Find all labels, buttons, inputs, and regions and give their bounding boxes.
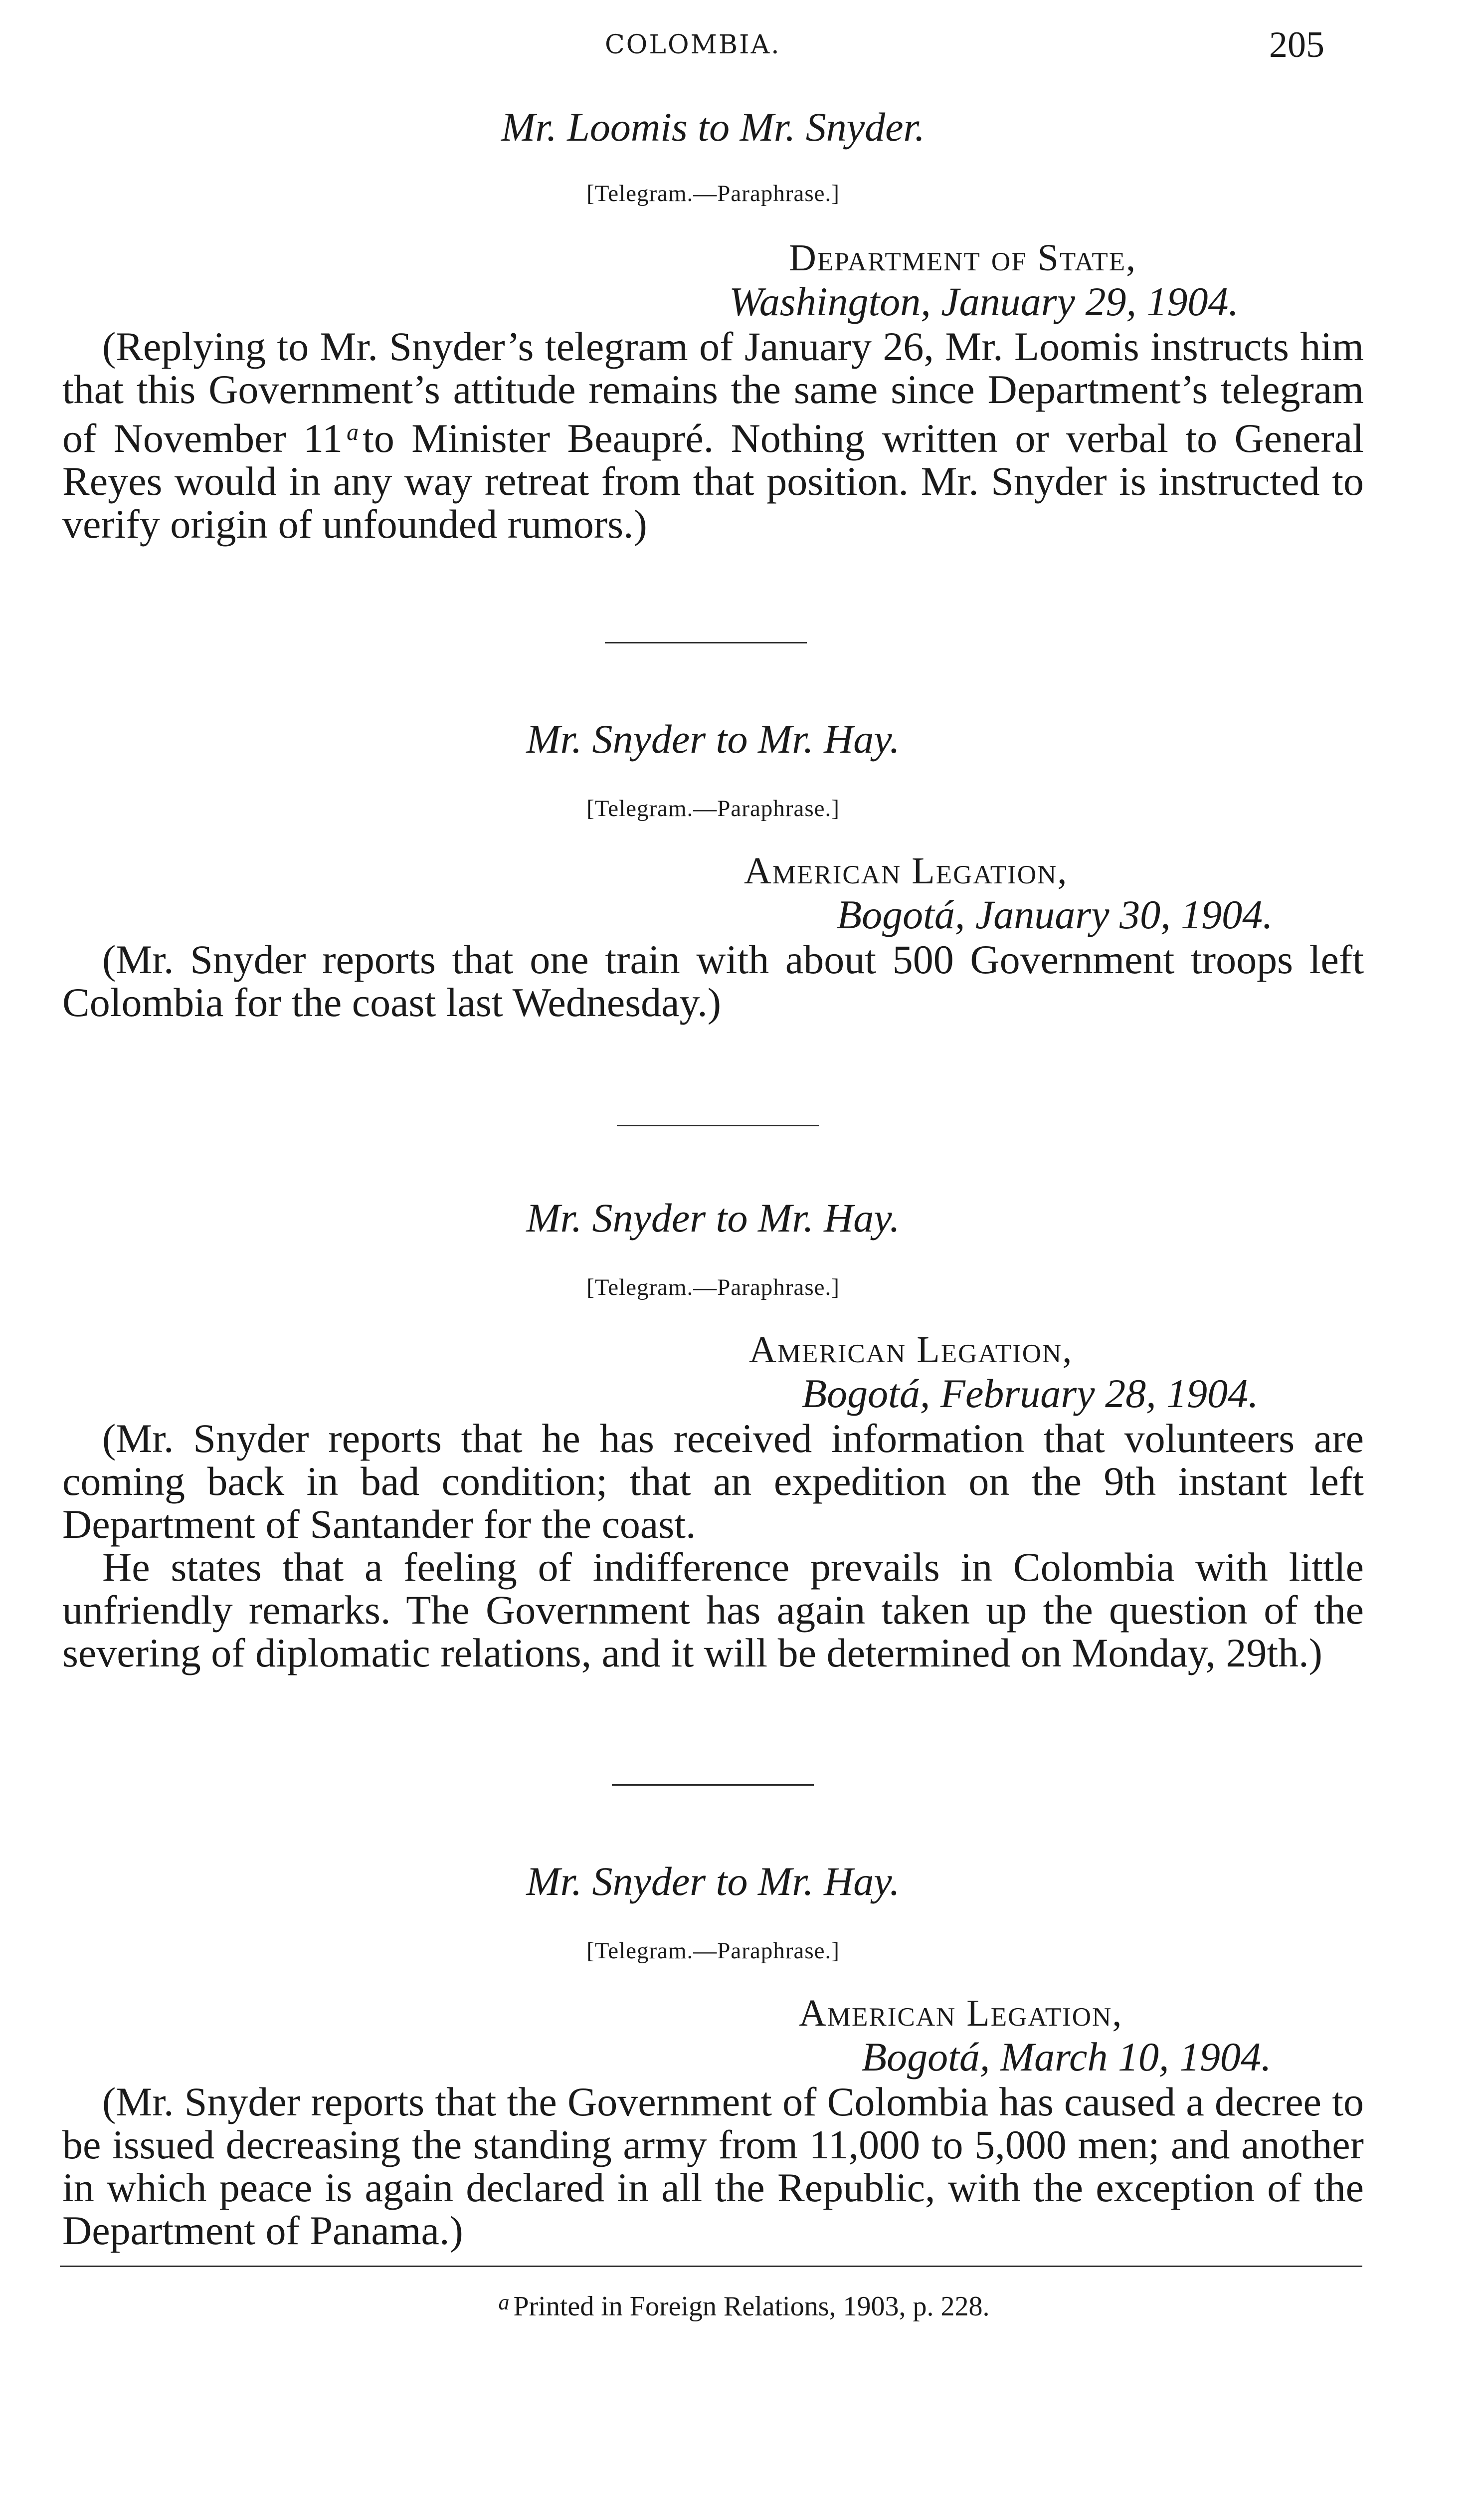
section-heading: Mr. Snyder to Mr. Hay. — [526, 1859, 900, 1904]
footnote-rule — [60, 2266, 1362, 2267]
body-paragraph: (Mr. Snyder reports that the Government of Colombia has caused a decree to be issued decreasing the standing army from 11,000 to 5,000 men; and another in which peace is again declared in all the Republic, with the exception of the Department of Panama.) — [62, 2079, 1364, 2253]
telegram-section-4 — [62, 1859, 1364, 2252]
sender-office: American Legation, — [744, 850, 1068, 892]
date-line: Bogotá, February 28, 1904. — [802, 1371, 1259, 1416]
footnote-mark: a — [498, 2290, 510, 2314]
sender-office: Department of State, — [789, 237, 1137, 279]
body-paragraph: He states that a feeling of indifference prevails in Colombia with little unfriendly remarks. The Government has again taken up the question of the severing of diplomatic relations, and it will be determined on Monday, 29th.) — [62, 1544, 1364, 1675]
telegram-section-2 — [62, 717, 1364, 1024]
section-divider — [617, 1125, 819, 1126]
running-title: COLOMBIA. — [605, 30, 781, 60]
body-paragraph: (Mr. Snyder reports that he has received information that volunteers are coming back in bad condition; that an expedition on the 9th instant left Department of Santander for the coast. — [62, 1416, 1364, 1547]
section-heading: Mr. Snyder to Mr. Hay. — [526, 1195, 900, 1241]
sender-office: American Legation, — [799, 1992, 1123, 2034]
page-number: 205 — [1269, 24, 1324, 65]
dateline — [62, 1992, 1364, 2091]
sender-office: American Legation, — [749, 1329, 1073, 1371]
telegram-note: [Telegram.—Paraphrase.] — [586, 1274, 840, 1300]
body-paragraph — [62, 325, 1364, 546]
date-line: Bogotá, March 10, 1904. — [862, 2034, 1272, 2079]
telegram-section-1 — [62, 105, 1364, 546]
footnote-text: Printed in Foreign Relations, 1903, p. 228. — [513, 2291, 990, 2322]
date-line: Washington, January 29, 1904. — [729, 279, 1239, 324]
dateline — [62, 849, 1364, 949]
running-head — [0, 24, 1484, 79]
telegram-section-3 — [62, 1196, 1364, 1674]
telegram-note: [Telegram.—Paraphrase.] — [586, 796, 840, 822]
section-heading: Mr. Loomis to Mr. Snyder. — [501, 104, 925, 150]
paragraph-text: (Replying to Mr. Snyder’s telegram of January 26, Mr. Loomis instructs him that this Government’s attitude remains the same since Department’s telegram of November 11 — [62, 324, 1364, 461]
telegram-note: [Telegram.—Paraphrase.] — [586, 1938, 840, 1964]
footnote — [0, 2289, 1484, 2322]
section-heading: Mr. Snyder to Mr. Hay. — [526, 716, 900, 762]
paragraph-text-continued: to Minister Beaupré. Nothing written or verbal to General Reyes would in any way retreat from that position. Mr. Snyder is instructed to verify origin of unfounded rumors.) — [62, 416, 1364, 547]
dateline — [62, 1328, 1364, 1428]
footnote-mark: a — [347, 419, 359, 445]
section-divider — [612, 1784, 814, 1786]
telegram-note: [Telegram.—Paraphrase.] — [586, 181, 840, 207]
date-line: Bogotá, January 30, 1904. — [837, 892, 1273, 937]
dateline — [62, 236, 1364, 336]
section-divider — [605, 642, 807, 643]
body-paragraph: (Mr. Snyder reports that one train with about 500 Government troops left Colombia for the coast last Wednesday.) — [62, 937, 1364, 1025]
